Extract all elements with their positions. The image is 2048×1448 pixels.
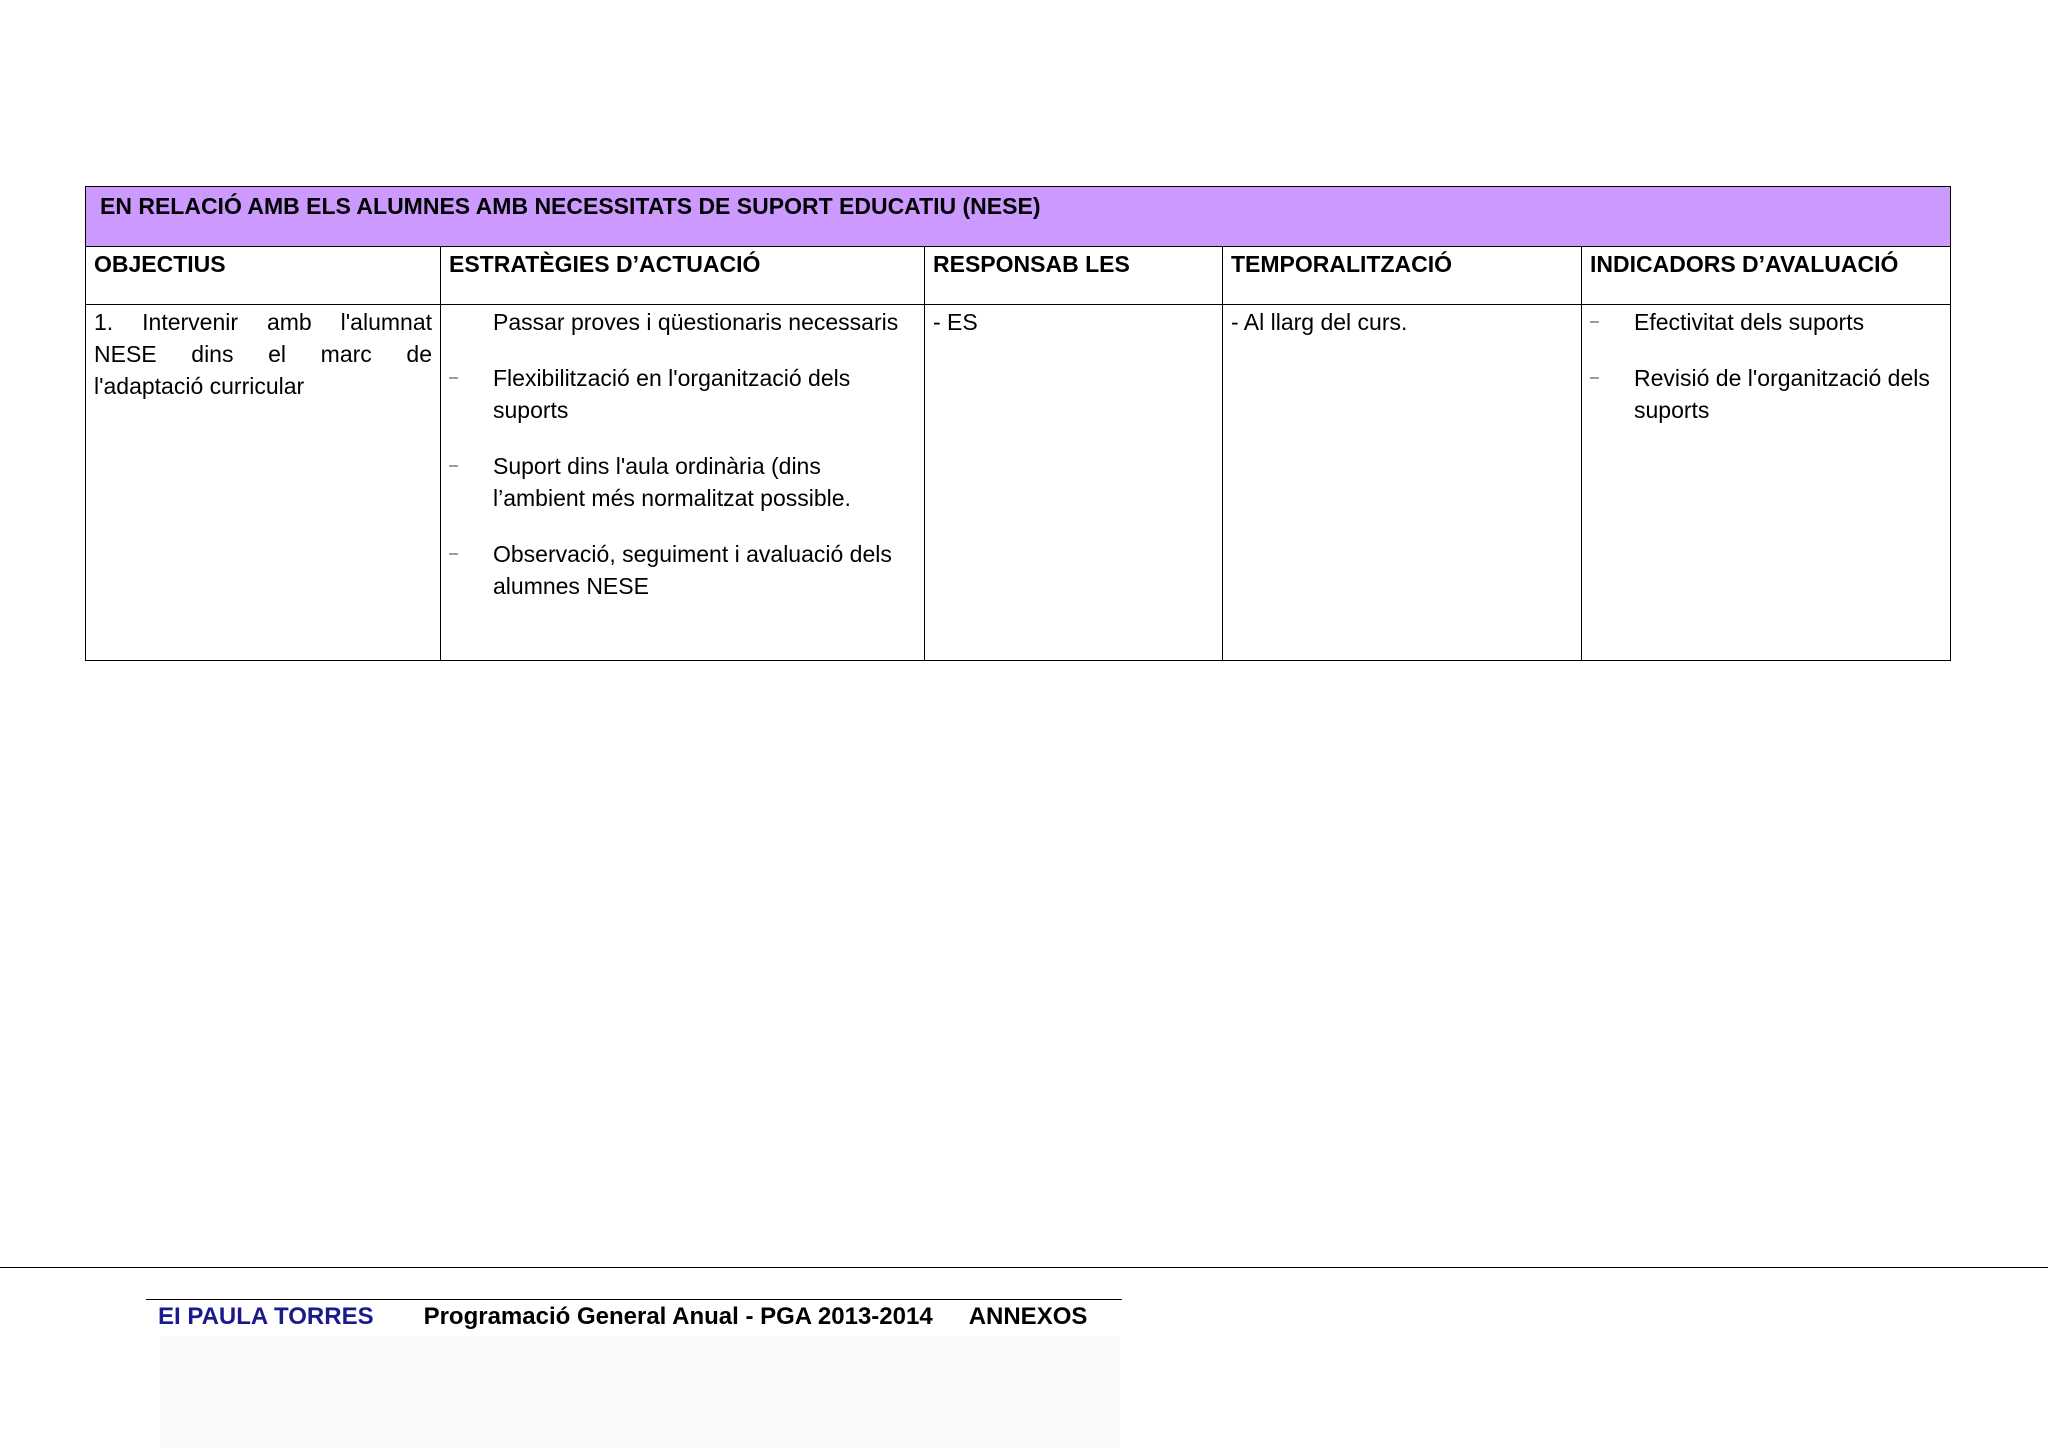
timing-cell [1223, 305, 1582, 661]
responsibles-text: - ES [933, 309, 978, 335]
objective-text: 1. Intervenir amb l'alumnat NESE dins el marc de l'adaptació curricular [94, 309, 432, 399]
dash-bullet: – [449, 457, 458, 474]
responsibles-cell [925, 305, 1223, 661]
list-item [449, 538, 916, 602]
dash-bullet: – [1590, 313, 1599, 330]
strategy-text: Suport dins l'aula ordinària (dins l’ambient més normalitzat possible. [493, 453, 851, 511]
header-strategies: ESTRATÈGIES D’ACTUACIÓ [441, 247, 925, 305]
dash-bullet: – [449, 545, 458, 562]
objective-cell [86, 305, 441, 661]
strategy-text: Flexibilització en l'organització dels suports [493, 365, 851, 423]
strategy-text: Passar proves i qüestionaris necessaris [493, 309, 899, 335]
footer-program-title: Programació General Anual - PGA 2013-2014 [423, 1303, 933, 1330]
indicator-text: Efectivitat dels suports [1634, 309, 1865, 335]
strategy-text: Observació, seguiment i avaluació dels alumnes NESE [493, 541, 892, 599]
list-item [449, 362, 916, 426]
table-title: EN RELACIÓ AMB ELS ALUMNES AMB NECESSITATS DE SUPORT EDUCATIU (NESE) [86, 187, 1951, 247]
dash-bullet: – [1590, 369, 1599, 386]
footer-background [160, 1336, 1120, 1448]
dash-bullet: – [449, 369, 458, 386]
table-title-row [86, 187, 1951, 247]
strategies-cell [441, 305, 925, 661]
strategies-list [449, 306, 916, 602]
header-timing: TEMPORALITZACIÓ [1223, 247, 1582, 305]
table-header-row [86, 247, 1951, 305]
timing-text: - Al llarg del curs. [1231, 309, 1408, 335]
indicators-cell [1582, 305, 1951, 661]
header-indicators: INDICADORS D’AVALUACIÓ [1582, 247, 1951, 305]
footer-annex-label: ANNEXOS [968, 1303, 1088, 1330]
nese-plan-table [85, 186, 1951, 661]
indicator-text: Revisió de l'organització dels suports [1634, 365, 1930, 423]
list-item [1590, 306, 1942, 338]
table-row [86, 305, 1951, 661]
page-footer [146, 1299, 1122, 1333]
footer-divider [0, 1267, 2048, 1268]
header-objectives: OBJECTIUS [86, 247, 441, 305]
list-item [449, 306, 916, 338]
footer-school-name: EI PAULA TORRES [158, 1303, 374, 1330]
list-item [1590, 362, 1942, 426]
indicators-list [1590, 306, 1942, 426]
list-item [449, 450, 916, 514]
header-responsibles: RESPONSAB LES [925, 247, 1223, 305]
